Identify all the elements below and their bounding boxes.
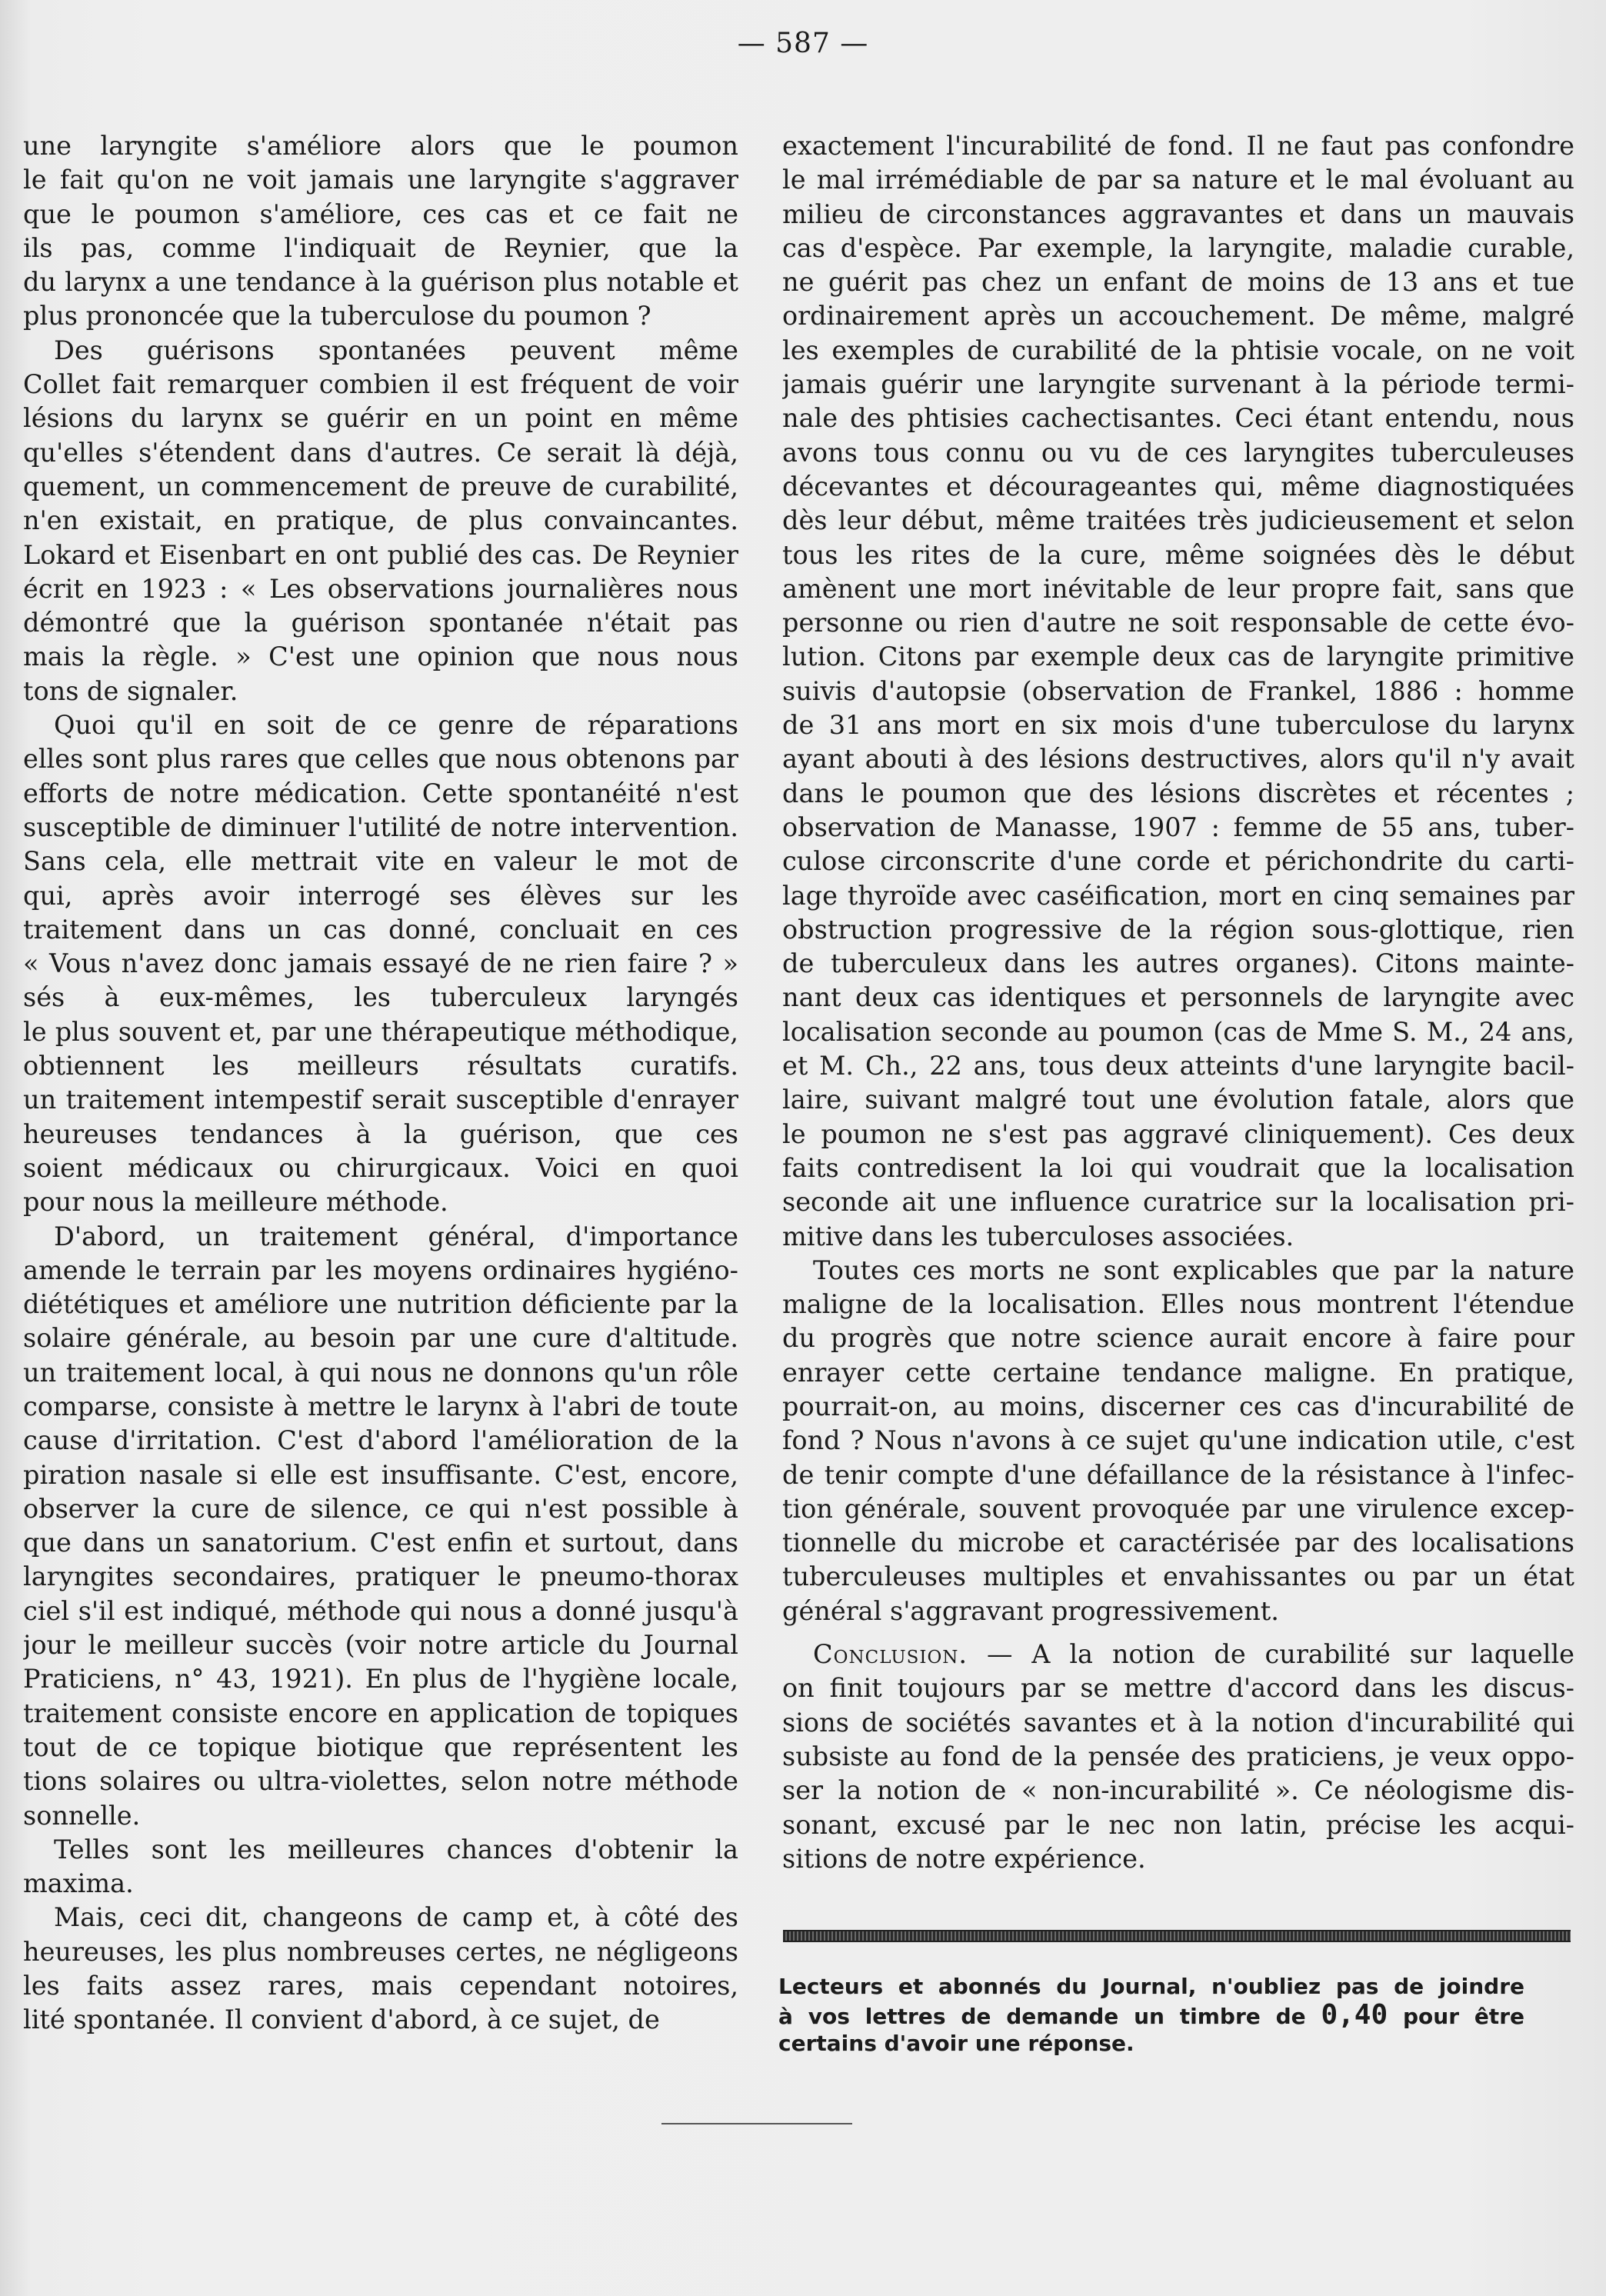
text-line: ils pas, comme l'indiquait de Reynier, que la	[23, 232, 738, 263]
page-number: — 587 —	[737, 28, 869, 59]
text-line: maxima.	[23, 1868, 134, 1899]
text-line: mais la règle. » C'est une opinion que nous nous	[23, 641, 738, 672]
text-line: heureuses tendances à la guérison, que ces	[23, 1118, 738, 1149]
text-line: comparse, consiste à mettre le larynx à l'abri de toute	[23, 1391, 738, 1421]
text-line: n'en existait, en pratique, de plus convaincantes.	[23, 505, 738, 536]
text-line: le plus souvent et, par une thérapeutique méthodique,	[23, 1016, 738, 1047]
text-line: amènent une mort inévitable de leur propre fait, sans que	[782, 573, 1574, 604]
text-line: le mal irrémédiable de par sa nature et le mal évoluant au	[782, 165, 1574, 195]
text-line: que le poumon s'améliore, ces cas et ce fait ne	[23, 198, 738, 229]
left-column	[23, 129, 738, 2038]
stamp-price: 0,40	[1321, 2001, 1388, 2029]
text-line: lution. Citons par exemple deux cas de laryngite primitive	[782, 641, 1574, 672]
text-line: jamais guérir une laryngite survenant à la période termi-	[782, 369, 1574, 400]
text-line: ser la notion de « non-incurabilité ». Ce néologisme dis-	[782, 1775, 1574, 1806]
text-line: observer la cure de silence, ce qui n'est possible à	[23, 1493, 738, 1524]
text-line: lésions du larynx se guérir en un point en même	[23, 403, 738, 434]
text-line: diététiques et améliore une nutrition déficiente par la	[23, 1289, 738, 1320]
text-line: tout de ce topique biotique que représentent les	[23, 1731, 738, 1762]
text-line: D'abord, un traitement général, d'importance	[54, 1221, 738, 1251]
paragraph-gap	[782, 1628, 1574, 1638]
text-line: ordinairement après un accouchement. De même, malgré	[782, 301, 1574, 332]
text-line: laryngites secondaires, pratiquer le pneumo-thorax	[23, 1561, 738, 1592]
text-line: subsiste au fond de la pensée des praticiens, je veux oppo-	[782, 1741, 1574, 1771]
conclusion-first-line	[782, 1638, 1574, 1671]
text-line: tion générale, souvent provoquée par une virulence excep-	[782, 1493, 1574, 1524]
text-line: avons tous connu ou vu de ces laryngites tuberculeuses	[782, 437, 1574, 468]
text-line: tous les rites de la cure, même soignées dès le début	[782, 539, 1574, 570]
text-line: démontré que la guérison spontanée n'était pas	[23, 608, 738, 638]
notice-line-2-end: pour être	[1388, 2004, 1524, 2029]
text-line: cas d'espèce. Par exemple, la laryngite, maladie curable,	[782, 232, 1574, 263]
text-line: décevantes et décourageantes qui, même diagnostiquées	[782, 471, 1574, 502]
notice-line-2	[778, 2001, 1524, 2029]
text-line: tionnelle du microbe et caractérisée par des localisations	[782, 1528, 1574, 1558]
notice-line-1: Lecteurs et abonnés du Journal, n'oubliez pas de joindre	[778, 1974, 1524, 1999]
text-line: tuberculeuses multiples et envahissantes ou par un état	[782, 1561, 1574, 1592]
text-line: on finit toujours par se mettre d'accord dans les discus-	[782, 1673, 1574, 1704]
text-line: écrit en 1923 : « Les observations journalières nous	[23, 573, 738, 604]
text-line: obstruction progressive de la région sous-glottique, rien	[782, 914, 1574, 945]
text-line: les exemples de curabilité de la phtisie vocale, on ne voit	[782, 335, 1574, 365]
text-line: un traitement local, à qui nous ne donnons qu'un rôle	[23, 1357, 738, 1388]
text-line: Sans cela, elle mettrait vite en valeur le mot de	[23, 846, 738, 877]
text-line: une laryngite s'améliore alors que le poumon	[23, 131, 738, 161]
text-line: de tuberculeux dans les autres organes). Citons mainte-	[782, 948, 1574, 979]
text-line: qu'elles s'étendent dans d'autres. Ce serait là déjà,	[23, 437, 738, 468]
text-line: Collet fait remarquer combien il est fréquent de voir	[23, 369, 738, 400]
text-line: susceptible de diminuer l'utilité de notre intervention.	[23, 811, 738, 842]
text-line: Lokard et Eisenbart en ont publié des cas. De Reynier	[23, 539, 738, 570]
text-line: sitions de notre expérience.	[782, 1843, 1146, 1874]
text-line: milieu de circonstances aggravantes et dans un mauvais	[782, 198, 1574, 229]
text-line: Mais, ceci dit, changeons de camp et, à côté des	[54, 1902, 738, 1933]
text-line: ciel s'il est indiqué, méthode qui nous a donné jusqu'à	[23, 1595, 738, 1626]
text-line: « Vous n'avez donc jamais essayé de ne rien faire ? »	[23, 948, 738, 979]
text-line: les faits assez rares, mais cependant notoires,	[23, 1971, 738, 2001]
text-line: lage thyroïde avec caséification, mort en cinq semaines par	[782, 880, 1574, 911]
text-line: lité spontanée. Il convient d'abord, à ce sujet, de	[23, 2004, 660, 2035]
text-line: de tenir compte d'une défaillance de la résistance à l'infec-	[782, 1459, 1574, 1490]
text-line: laire, suivant malgré tout une évolution fatale, alors que	[782, 1085, 1574, 1115]
text-line: quement, un commencement de preuve de curabilité,	[23, 471, 738, 502]
notice-line-2-start: à vos lettres de demande un timbre de	[778, 2004, 1321, 2029]
text-line: du progrès que notre science aurait encore à faire pour	[782, 1323, 1574, 1354]
conclusion-text: — A la notion de curabilité sur laquelle	[968, 1639, 1574, 1670]
text-line: Des guérisons spontanées peuvent même	[54, 335, 738, 365]
right-column	[782, 129, 1574, 1876]
text-line: maligne de la localisation. Elles nous montrent l'étendue	[782, 1289, 1574, 1320]
text-line: pour nous la meilleure méthode.	[23, 1187, 448, 1218]
text-line: solaire générale, au besoin par une cure d'altitude.	[23, 1323, 738, 1354]
text-line: soient médicaux ou chirurgicaux. Voici en quoi	[23, 1152, 738, 1183]
text-line: seconde ait une influence curatrice sur la localisation pri-	[782, 1187, 1574, 1218]
text-line: et M. Ch., 22 ans, tous deux atteints d'une laryngite bacil-	[782, 1051, 1574, 1081]
text-line: Toutes ces morts ne sont explicables que par la nature	[813, 1255, 1574, 1285]
text-line: fond ? Nous n'avons à ce sujet qu'une indication utile, c'est	[782, 1425, 1574, 1456]
text-line: amende le terrain par les moyens ordinaires hygiéno-	[23, 1255, 738, 1285]
text-line: sonant, excusé par le nec non latin, précise les acqui-	[782, 1809, 1574, 1840]
text-line: obtiennent les meilleurs résultats curatifs.	[23, 1051, 738, 1081]
notice-line-3: certains d'avoir une réponse.	[778, 2031, 1135, 2056]
text-line: jour le meilleur succès (voir notre article du Journal	[23, 1630, 738, 1661]
text-line: sions de sociétés savantes et à la notion d'incurabilité qui	[782, 1707, 1574, 1738]
text-line: personne ou rien d'autre ne soit responsable de cette évo-	[782, 608, 1574, 638]
bottom-rule	[661, 2123, 852, 2124]
text-line: dès leur début, même traitées très judicieusement et selon	[782, 505, 1574, 536]
text-line: le fait qu'on ne voit jamais une laryngite s'aggraver	[23, 165, 738, 195]
text-line: du larynx a une tendance à la guérison plus notable et	[23, 267, 738, 298]
conclusion-label: Conclusion.	[813, 1639, 968, 1670]
text-line: sonnelle.	[23, 1800, 141, 1831]
text-line: dans le poumon que des lésions discrètes et récentes ;	[782, 778, 1574, 808]
text-line: traitement dans un cas donné, concluait en ces	[23, 914, 738, 945]
text-line: sés à eux-mêmes, les tuberculeux laryngés	[23, 982, 738, 1013]
text-line: mitive dans les tuberculoses associées.	[782, 1221, 1294, 1251]
text-line: traitement consiste encore en application de topiques	[23, 1698, 738, 1728]
text-line: qui, après avoir interrogé ses élèves sur les	[23, 880, 738, 911]
reader-notice	[778, 1972, 1524, 2058]
text-line: tons de signaler.	[23, 675, 238, 706]
notice-separator-rule	[783, 1930, 1571, 1942]
text-line: plus prononcée que la tuberculose du poumon ?	[23, 301, 651, 332]
text-line: culose circonscrite d'une corde et périchondrite du carti-	[782, 846, 1574, 877]
text-line: un traitement intempestif serait susceptible d'enrayer	[23, 1085, 738, 1115]
text-line: efforts de notre médication. Cette spontanéité n'est	[23, 778, 738, 808]
text-line: nant deux cas identiques et personnels de laryngite avec	[782, 982, 1574, 1013]
text-line: tions solaires ou ultra-violettes, selon notre méthode	[23, 1766, 738, 1797]
text-line: Quoi qu'il en soit de ce genre de réparations	[54, 710, 738, 741]
text-line: enrayer cette certaine tendance maligne. En pratique,	[782, 1357, 1574, 1388]
text-line: de 31 ans mort en six mois d'une tuberculose du larynx	[782, 710, 1574, 741]
text-line: suivis d'autopsie (observation de Frankel, 1886 : homme	[782, 675, 1574, 706]
text-line: ne guérit pas chez un enfant de moins de 13 ans et tue	[782, 267, 1574, 298]
text-line: cause d'irritation. C'est d'abord l'amélioration de la	[23, 1425, 738, 1456]
text-line: pourrait-on, au moins, discerner ces cas d'incurabilité de	[782, 1391, 1574, 1421]
text-line: observation de Manasse, 1907 : femme de 55 ans, tuber-	[782, 811, 1574, 842]
text-line: piration nasale si elle est insuffisante. C'est, encore,	[23, 1459, 738, 1490]
text-line: localisation seconde au poumon (cas de Mme S. M., 24 ans,	[782, 1016, 1574, 1047]
text-line: Telles sont les meilleures chances d'obtenir la	[54, 1834, 738, 1864]
text-line: le poumon ne s'est pas aggravé cliniquement). Ces deux	[782, 1118, 1574, 1149]
text-line: faits contredisent la loi qui voudrait que la localisation	[782, 1152, 1574, 1183]
text-line: général s'aggravant progressivement.	[782, 1595, 1279, 1626]
text-line: heureuses, les plus nombreuses certes, ne négligeons	[23, 1936, 738, 1967]
text-line: elles sont plus rares que celles que nous obtenons par	[23, 744, 738, 775]
text-line: que dans un sanatorium. C'est enfin et surtout, dans	[23, 1528, 738, 1558]
text-line: exactement l'incurabilité de fond. Il ne faut pas confondre	[782, 131, 1574, 161]
text-line: nale des phtisies cachectisantes. Ceci étant entendu, nous	[782, 403, 1574, 434]
text-line: Praticiens, n° 43, 1921). En plus de l'hygiène locale,	[23, 1664, 738, 1695]
text-line: ayant abouti à des lésions destructives, alors qu'il n'y avait	[782, 744, 1574, 775]
